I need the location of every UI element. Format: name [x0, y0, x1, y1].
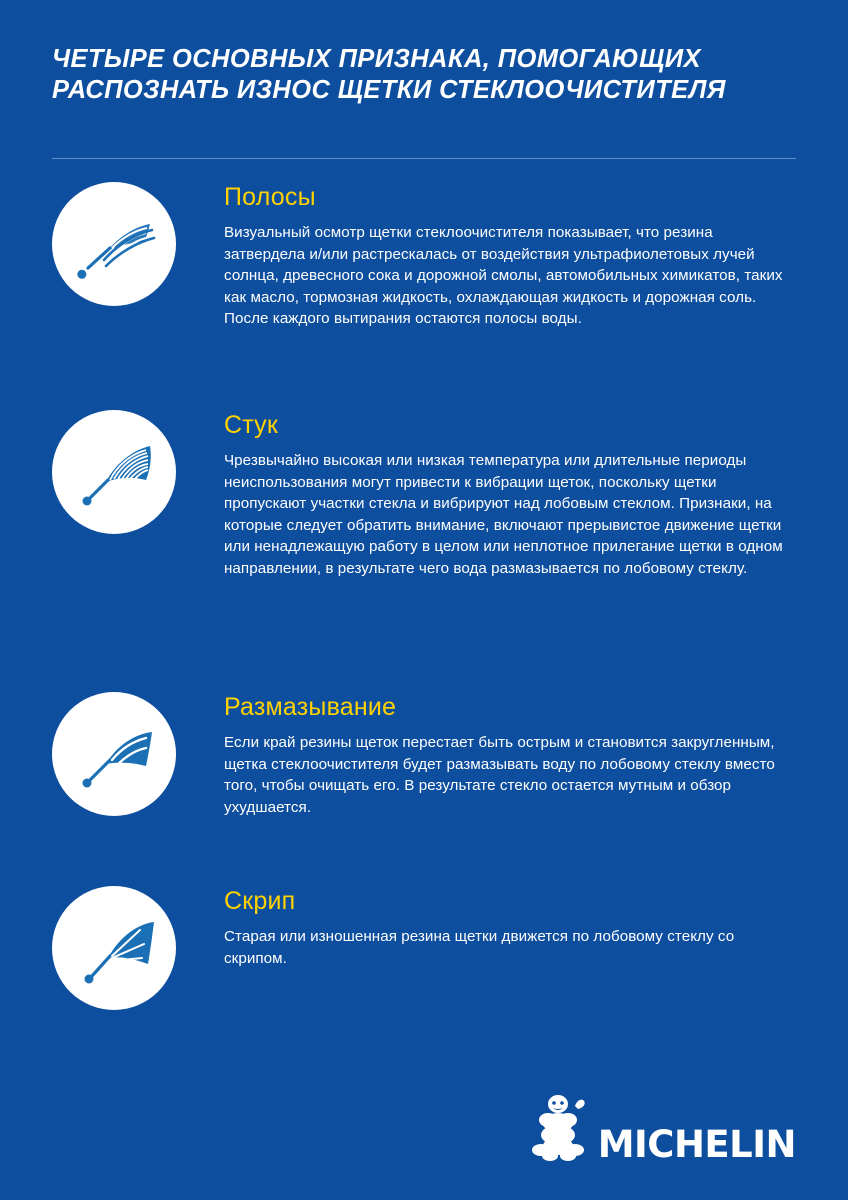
- wiper-smearing-icon: [52, 692, 176, 816]
- footer: [0, 1060, 848, 1200]
- section-body: [224, 692, 796, 818]
- michelin-logo: [528, 1090, 796, 1166]
- section-text: Чрезвычайно высокая или низкая температура или длительные периоды неиспользования могут привести к вибрации щеток, поскольку щетки пропускают участки стекла и вибрируют над лобовым стеклом. Признаки, на которые следует обратить внимание, включают прерывистое движение щетки или ненадлежащую работу в целом или неплотное прилегание щетки в одном направлении, в результате чего вода размазывается по лобовому стеклу.: [224, 452, 783, 577]
- section-title: Стук: [224, 411, 279, 439]
- brand-name: MICHELIN: [597, 1122, 796, 1166]
- section-smearing: [52, 692, 796, 818]
- section-text: Если край резины щеток перестает быть острым и становится закругленным, щетка стеклоочистителя будет размазывать воду по лобовому стеклу вместо того, чтобы очищать его. В результате стекло остается мутным и обзор ухудшается.: [224, 734, 775, 816]
- header-divider: [52, 158, 796, 159]
- section-title: Скрип: [224, 887, 296, 915]
- section-squeak: [52, 886, 796, 969]
- section-title: Размазывание: [224, 693, 397, 721]
- section-title: Полосы: [224, 183, 316, 211]
- michelin-man-icon: [528, 1090, 590, 1162]
- page-title: ЧЕТЫРЕ ОСНОВНЫХ ПРИЗНАКА, ПОМОГАЮЩИХ РАСПОЗНАТЬ ИЗНОС ЩЕТКИ СТЕКЛООЧИСТИТЕЛЯ: [52, 45, 726, 104]
- section-text: Визуальный осмотр щетки стеклоочистителя показывает, что резина затвердела и/или растрескалась от воздействия ультрафиолетовых лучей солнца, древесного сока и дорожной смолы, автомобильных химикатов, таких как масло, тормозная жидкость, охлаждающая жидкость и дорожная соль. После каждого вытирания остаются полосы воды.: [224, 224, 783, 327]
- section-body: [224, 410, 796, 579]
- section-body: [224, 886, 796, 969]
- section-streaks: [52, 182, 796, 330]
- wiper-chatter-icon: [52, 410, 176, 534]
- section-text: Старая или изношенная резина щетки движется по лобовому стеклу со скрипом.: [224, 928, 735, 967]
- wiper-squeak-icon: [52, 886, 176, 1010]
- section-body: [224, 182, 796, 330]
- header: [52, 44, 796, 106]
- section-chatter: [52, 410, 796, 579]
- wiper-streaks-icon: [52, 182, 176, 306]
